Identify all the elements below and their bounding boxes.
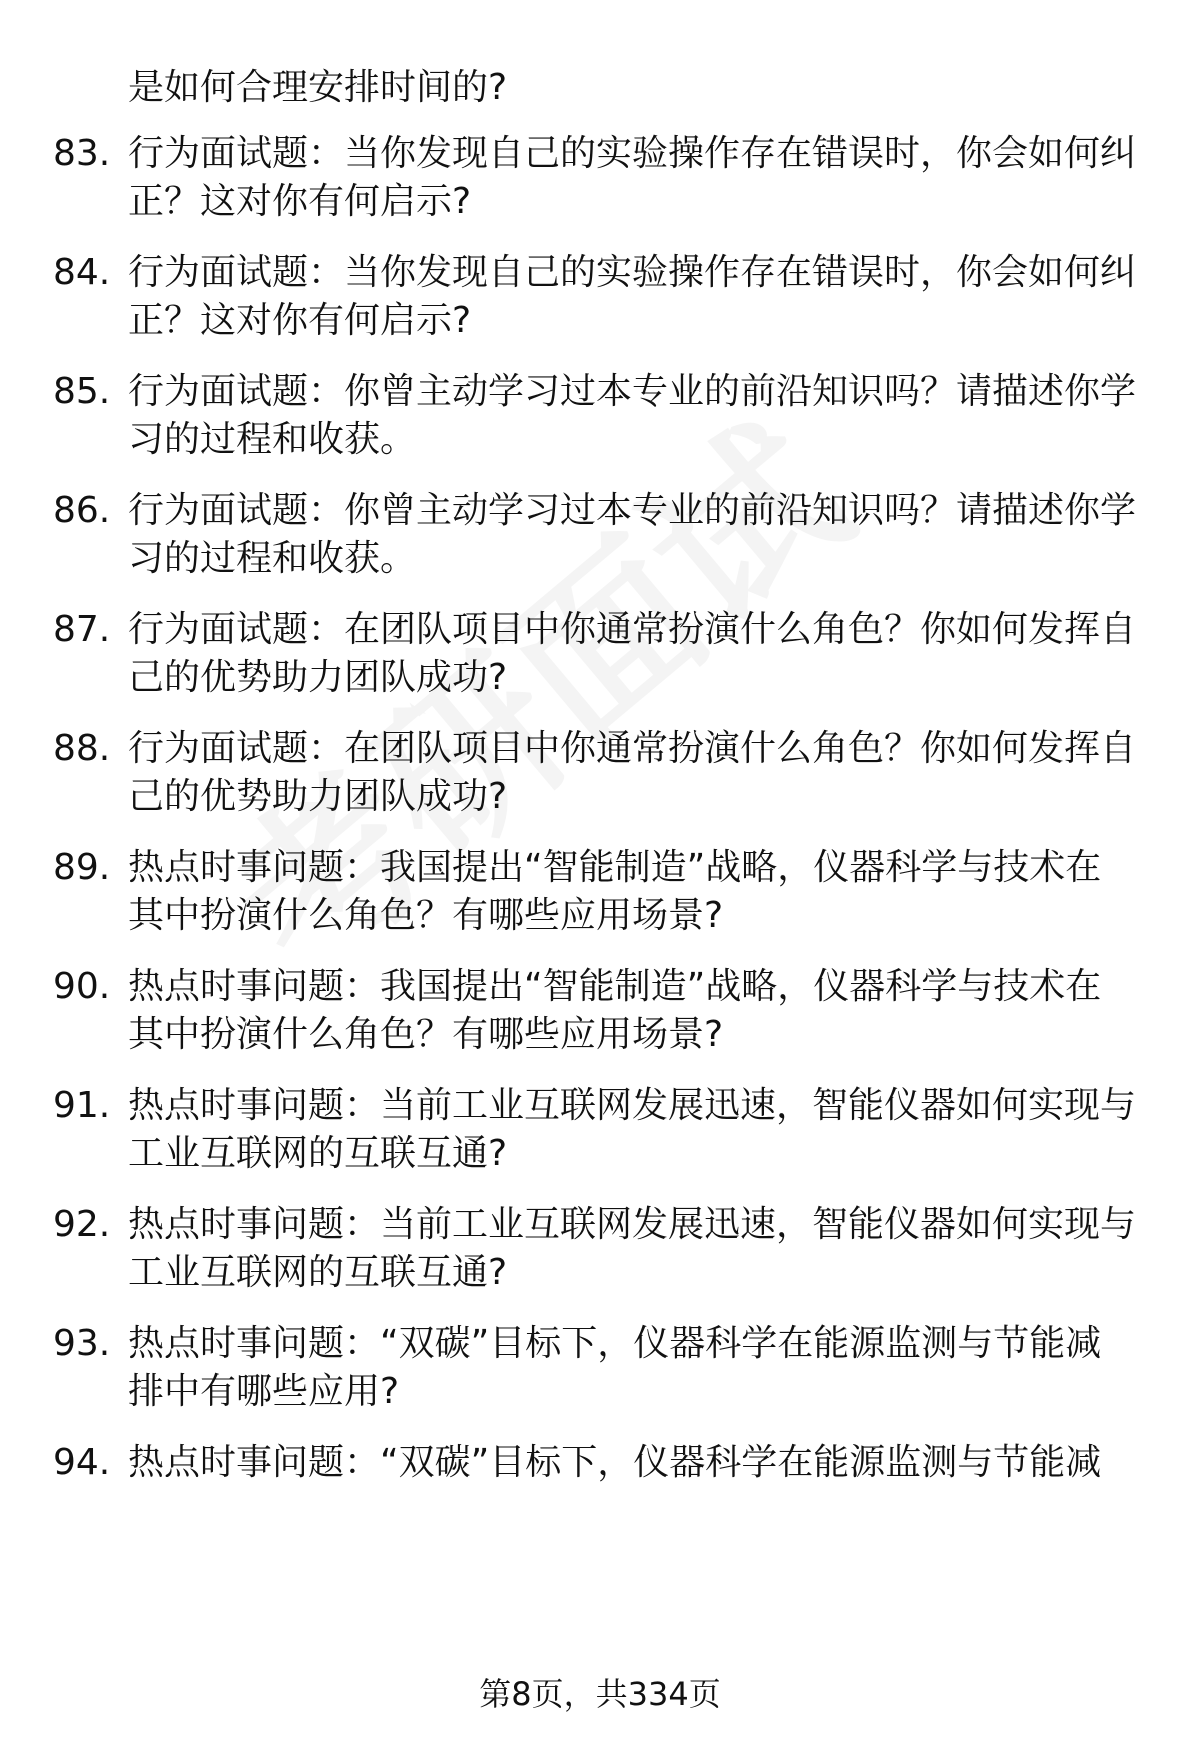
question-number-93: 93. <box>53 1323 111 1364</box>
question-84-line-2: 正？这对你有何启示? <box>128 300 472 341</box>
question-86-line-2: 习的过程和收获。 <box>128 538 417 579</box>
question-83-line-2: 正？这对你有何启示? <box>128 181 472 222</box>
question-number-92: 92. <box>53 1204 111 1245</box>
question-number-87: 87. <box>53 609 111 650</box>
question-87-line-1: 行为面试题：在团队项目中你通常扮演什么角色？你如何发挥自 <box>128 609 1137 650</box>
question-83-line-1: 行为面试题：当你发现自己的实验操作存在错误时，你会如何纠 <box>128 133 1137 174</box>
question-number-85: 85. <box>53 371 111 412</box>
question-91-line-1: 热点时事问题：当前工业互联网发展迅速，智能仪器如何实现与 <box>128 1085 1137 1126</box>
question-87-line-2: 己的优势助力团队成功? <box>128 657 508 698</box>
question-number-88: 88. <box>53 728 111 769</box>
question-89-line-2: 其中扮演什么角色？有哪些应用场景? <box>128 895 724 936</box>
question-number-89: 89. <box>53 847 111 888</box>
question-94-line-1: 热点时事问题：“双碳”目标下，仪器科学在能源监测与节能减 <box>128 1442 1102 1483</box>
question-90-line-1: 热点时事问题：我国提出“智能制造”战略，仪器科学与技术在 <box>128 966 1102 1007</box>
question-number-91: 91. <box>53 1085 111 1126</box>
question-86-line-1: 行为面试题：你曾主动学习过本专业的前沿知识吗？请描述你学 <box>128 490 1137 531</box>
question-92-line-2: 工业互联网的互联互通? <box>128 1252 508 1293</box>
page-footer: 第8页，共334页 <box>479 1675 721 1713</box>
question-88-line-2: 己的优势助力团队成功? <box>128 776 508 817</box>
question-93-line-1: 热点时事问题：“双碳”目标下，仪器科学在能源监测与节能减 <box>128 1323 1102 1364</box>
question-number-84: 84. <box>53 252 111 293</box>
question-84-line-1: 行为面试题：当你发现自己的实验操作存在错误时，你会如何纠 <box>128 252 1137 293</box>
question-85-line-1: 行为面试题：你曾主动学习过本专业的前沿知识吗？请描述你学 <box>128 371 1137 412</box>
question-number-86: 86. <box>53 490 111 531</box>
question-92-line-1: 热点时事问题：当前工业互联网发展迅速，智能仪器如何实现与 <box>128 1204 1137 1245</box>
question-number-83: 83. <box>53 133 111 174</box>
question-number-90: 90. <box>53 966 111 1007</box>
question-number-94: 94. <box>53 1442 111 1483</box>
question-91-line-2: 工业互联网的互联互通? <box>128 1133 508 1174</box>
question-90-line-2: 其中扮演什么角色？有哪些应用场景? <box>128 1014 724 1055</box>
question-88-line-1: 行为面试题：在团队项目中你通常扮演什么角色？你如何发挥自 <box>128 728 1137 769</box>
question-85-line-2: 习的过程和收获。 <box>128 419 417 460</box>
question-89-line-1: 热点时事问题：我国提出“智能制造”战略，仪器科学与技术在 <box>128 847 1102 888</box>
question-93-line-2: 排中有哪些应用? <box>128 1371 400 1412</box>
question-82-continuation: 是如何合理安排时间的? <box>128 67 508 108</box>
